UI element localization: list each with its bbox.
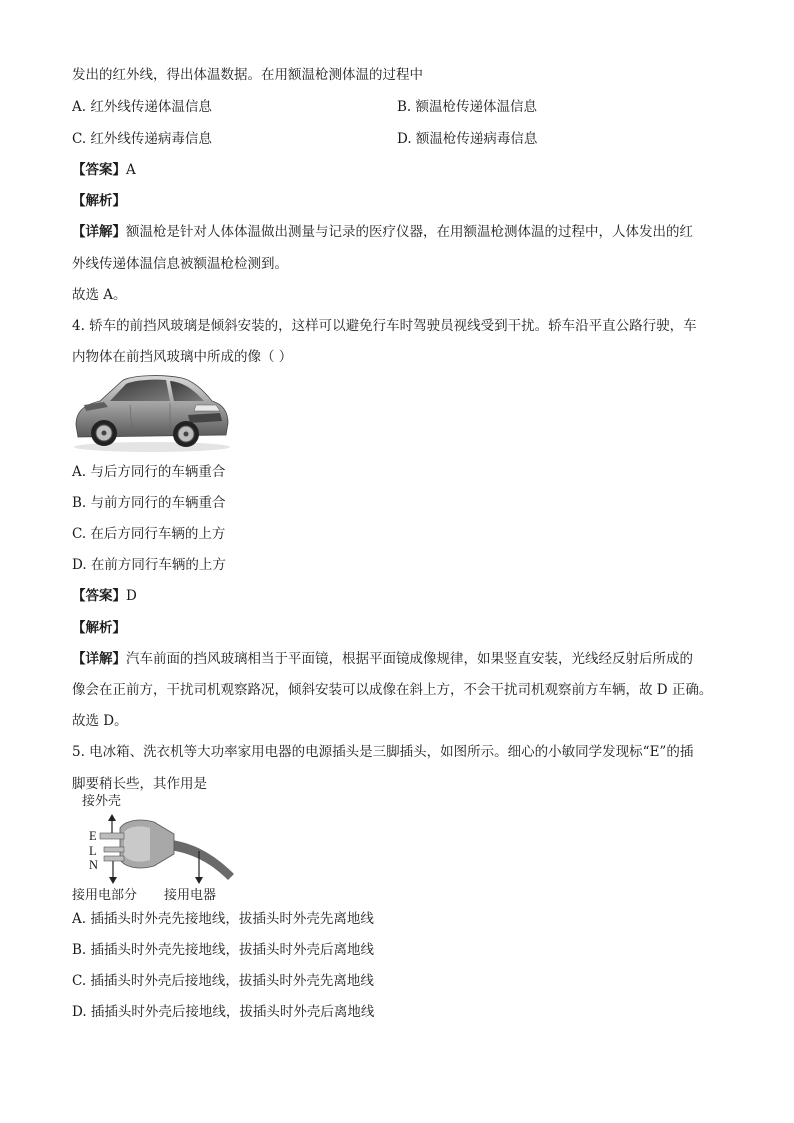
pin-n-label: N xyxy=(89,858,99,872)
analysis-label: 【解析】 xyxy=(72,193,126,209)
q4-conclusion: 故选 D。 xyxy=(72,713,128,729)
pin-e-label: E xyxy=(89,829,97,843)
q3-analysis-heading xyxy=(72,192,126,210)
q3-stem-tail: 发出的红外线，得出体温数据。在用额温枪测体温的过程中 xyxy=(72,67,423,83)
q4-option-b: B. 与前方同行的车辆重合 xyxy=(72,495,226,511)
q3-option-b: B. 额温枪传递体温信息 xyxy=(397,99,538,115)
answer-value: A xyxy=(126,162,136,178)
detail-text: 额温枪是针对人体体温做出测量与记录的医疗仪器，在用额温枪测体温的过程中，人体发出的红 xyxy=(126,224,693,240)
pin-l-label: L xyxy=(89,844,97,858)
answer-label: 【答案】 xyxy=(72,588,126,604)
q5-option-d: D. 插插头时外壳后接地线，拔插头时外壳后离地线 xyxy=(72,1004,375,1020)
q3-detail-line2: 外线传递体温信息被额温枪检测到。 xyxy=(72,256,288,272)
q4-option-d: D. 在前方同行车辆的上方 xyxy=(72,557,226,573)
q4-answer xyxy=(72,587,137,605)
q5-option-b: B. 插插头时外壳先接地线，拔插头时外壳后离地线 xyxy=(72,942,375,958)
q5-option-a: A. 插插头时外壳先接地线，拔插头时外壳先离地线 xyxy=(72,911,374,927)
three-pin-plug-figure xyxy=(68,794,248,906)
plug-bottom-right-label: 接用电器 xyxy=(164,888,217,903)
q3-conclusion: 故选 A。 xyxy=(72,287,127,303)
q4-detail-line2: 像会在正前方，干扰司机观察路况，倾斜安装可以成像在斜上方，不会干扰司机观察前方车辆，故 D 正确。 xyxy=(72,682,713,698)
detail-text: 汽车前面的挡风玻璃相当于平面镜，根据平面镜成像规律，如果竖直安装，光线经反射后所成的 xyxy=(126,651,693,667)
q4-stem-line2: 内物体在前挡风玻璃中所成的像（ ） xyxy=(72,349,293,365)
q3-option-d: D. 额温枪传递病毒信息 xyxy=(397,131,538,147)
answer-value: D xyxy=(126,588,137,604)
q3-answer xyxy=(72,161,136,179)
q5-option-c: C. 插插头时外壳后接地线，拔插头时外壳先离地线 xyxy=(72,973,374,989)
analysis-label: 【解析】 xyxy=(72,620,126,636)
q3-option-c: C. 红外线传递病毒信息 xyxy=(72,131,212,147)
answer-label: 【答案】 xyxy=(72,162,126,178)
q5-stem-line2: 脚要稍长些，其作用是 xyxy=(72,776,207,792)
plug-top-label: 接外壳 xyxy=(82,794,122,809)
q4-option-c: C. 在后方同行车辆的上方 xyxy=(72,526,226,542)
q3-option-a: A. 红外线传递体温信息 xyxy=(72,99,212,115)
q5-stem-line1: 5. 电冰箱、洗衣机等大功率家用电器的电源插头是三脚插头，如图所示。细心的小敏同学发现标“E”的插 xyxy=(72,744,694,760)
q4-option-a: A. 与后方同行的车辆重合 xyxy=(72,464,226,480)
detail-label: 【详解】 xyxy=(72,224,126,240)
q3-detail-line1 xyxy=(72,223,693,241)
q4-analysis-heading xyxy=(72,619,126,637)
q4-stem-line1: 4. 轿车的前挡风玻璃是倾斜安装的，这样可以避免行车时驾驶员视线受到干扰。轿车沿平直公路行驶，车 xyxy=(72,318,697,334)
q4-detail-line1 xyxy=(72,650,693,668)
detail-label: 【详解】 xyxy=(72,651,126,667)
car-figure xyxy=(70,371,232,453)
plug-bottom-left-label: 接用电部分 xyxy=(72,888,138,903)
